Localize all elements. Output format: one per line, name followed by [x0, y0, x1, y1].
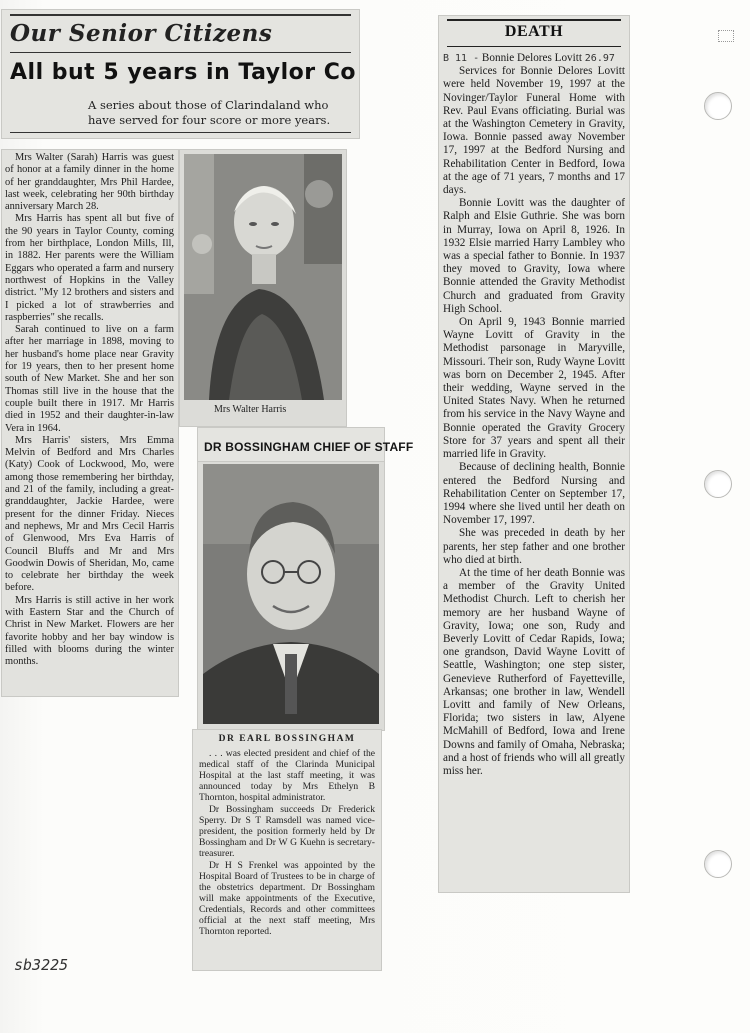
- headline: DR BOSSINGHAM CHIEF OF STAFF: [204, 440, 414, 454]
- man-portrait-image: [203, 464, 379, 724]
- article-paragraph: Mrs Harris is still active in her work with Eastern Star and the Church of Christ in New Market. Flowers are her favorite hobby and her bay window is filled with blooms during the winter months.: [5, 594, 174, 668]
- senior-header-clipping: [2, 10, 359, 138]
- corner-mark: [718, 30, 734, 42]
- obituary-paragraph: At the time of her death Bonnie was a member of the Gravity United Methodist Church. Left to cherish her memory are her husband Wayne of Gravity, Iowa; one son, Rudy and Beverly Lovitt of Cedar Rapids, Iowa; one grandson, David Wayne Lovitt of Seattle, Washington; one step sister, Genevieve Rutherford of Fayetteville, Arkansas; one brother in law, Wendell Lovitt and family of New Orleans, Florida; two sisters in law, Alyene McMahill of Bedford, Iowa and Irene Downs and family of Omaha, Nebraska; and a host of friends who will all greatly miss her.: [443, 566, 625, 777]
- deck-text: A series about those of Clarindaland who have served for four score or more years.: [88, 98, 331, 127]
- article-paragraph: Mrs Harris has spent all but five of the 90 years in Taylor County, coming from her birthplace, London Mills, Ill, in 1882. Her parents were the William Eggars who operated a farm and nursery northwest of Hopkins in the Valley district. "My 12 brothers and sisters and I picked a lot of strawberries and raspberries" she recalls.: [5, 213, 174, 323]
- article-paragraph: . . . was elected president and chief of the medical staff of the Clarinda Municipal Hospital at the last staff meeting, it was announced today by Mrs Ethelyn B Thornton, hospital administrator.: [199, 748, 375, 803]
- headline: All but 5 years in Taylor Co: [10, 60, 356, 85]
- handwritten-note: B 11 -: [443, 53, 480, 64]
- photo-caption: Mrs Walter Harris: [214, 404, 287, 415]
- article-paragraph: Mrs Walter (Sarah) Harris was guest of honor at a family dinner in the home of her granddaughter, Mrs Phil Hardee, last week, celebrating her 90th birthday anniversary March 28.: [5, 152, 174, 213]
- article-paragraph: Mrs Harris' sisters, Mrs Emma Melvin of Bedford and Mrs Charles (Katy) Cook of Lockwood, Mo, were among those remembering her birthday, and 21 of the family, including a great-granddaughter, Jackie Hardee, were present for the dinner Friday. Nieces and nephews, Mr and Mrs Cecil Harris of Glenwood, Mrs Eva Harris of Council Bluffs and Mr and Mrs Goodwin Dowis of Sheridan, Mo, came to celebrate her birthday the week before.: [5, 434, 174, 594]
- elderly-woman-portrait-image: [184, 154, 342, 400]
- obituary-paragraph: Bonnie Lovitt was the daughter of Ralph and Elsie Guthrie. She was born in Murray, Iowa on April 8, 1926. In 1932 Elsie married Harry Lambley who was a special father to Bonnie. In 1937 they moved to Gravity, Iowa where Bonnie attended the Gravity Methodist Church and graduated from Gravity High School.: [443, 197, 625, 315]
- series-title: Our Senior Citizens: [10, 20, 273, 47]
- header-rule: [10, 52, 351, 53]
- portrait-photo: [184, 154, 342, 400]
- harris-photo-clipping: [180, 150, 346, 426]
- obituary-paragraph: Services for Bonnie Delores Lovitt were held November 19, 1997 at the Novinger/Taylor Funeral Home with Rev. Paul Evans officiating. Burial was at the Washington Cemetery in Gravity, Iowa. Bonnie passed away November 17, 1997 at the Bedford Nursing and Rehabilitation Center in Bedford, Iowa at the age of 71 years, 7 months and 17 days.: [443, 65, 625, 197]
- article-paragraph: Dr H S Frenkel was appointed by the Hospital Board of Trustees to be in charge of the obstetrics department. Dr Bossingham will make appointments of the Executive, Credentials, Records and other committees official at the next staff meeting, Mrs Thornton reported.: [199, 860, 375, 937]
- binder-hole-top: [704, 92, 732, 120]
- handwritten-date: 26.97: [584, 53, 615, 64]
- binder-hole-middle: [704, 470, 732, 498]
- portrait-photo: [203, 464, 379, 724]
- deceased-name: Bonnie Delores Lovitt: [481, 52, 582, 64]
- article-paragraph: Sarah continued to live on a farm after her marriage in 1898, moving to her husband's home place near Gravity for 19 years, then to her present home south of New Market. She and her son Thomas still live in the house that the couple built there in 1917. Mr Harris died in 1952 and their daughter-in-law Vera in 1964.: [5, 324, 174, 434]
- bossingham-photo-clipping: [198, 462, 384, 730]
- obituary-lead: [443, 52, 625, 65]
- binder-hole-bottom: [704, 850, 732, 878]
- header-rule: [10, 14, 351, 16]
- article-paragraph: Dr Bossingham succeeds Dr Frederick Sperry. Dr S T Ramsdell was named vice-president, the position formerly held by Dr Bossingham and Dr W G Kuehn is secretary-treasurer.: [199, 804, 375, 859]
- senior-article-body: [2, 150, 178, 696]
- death-heading: DEATH: [504, 23, 564, 40]
- bossingham-article-body: [193, 730, 381, 970]
- header-rule: [10, 132, 351, 133]
- death-notice-clipping: [439, 16, 629, 892]
- heading-rule: [447, 19, 621, 21]
- scrapbook-page-id: sb3225: [14, 956, 69, 974]
- heading-rule: [447, 46, 621, 47]
- subject-name: DR EARL BOSSINGHAM: [218, 734, 356, 744]
- obituary-paragraph: She was preceded in death by her parents, her step father and one brother who died at birth.: [443, 527, 625, 566]
- obituary-paragraph: Because of declining health, Bonnie entered the Bedford Nursing and Rehabilitation Center on September 17, 1994 where she lived until her death on November 17, 1997.: [443, 461, 625, 527]
- obituary-paragraph: On April 9, 1943 Bonnie married Wayne Lovitt of Gravity in the Methodist parsonage in Maryville, Missouri. Their son, Rudy Wayne Lovitt was born on December 2, 1945. After their wedding, Wayne served in the United States Navy. When he returned from his service in the Navy Wayne and Bonnie operated the Gravity Grocery Store for 37 years and spent all their married life in Gravity.: [443, 316, 625, 461]
